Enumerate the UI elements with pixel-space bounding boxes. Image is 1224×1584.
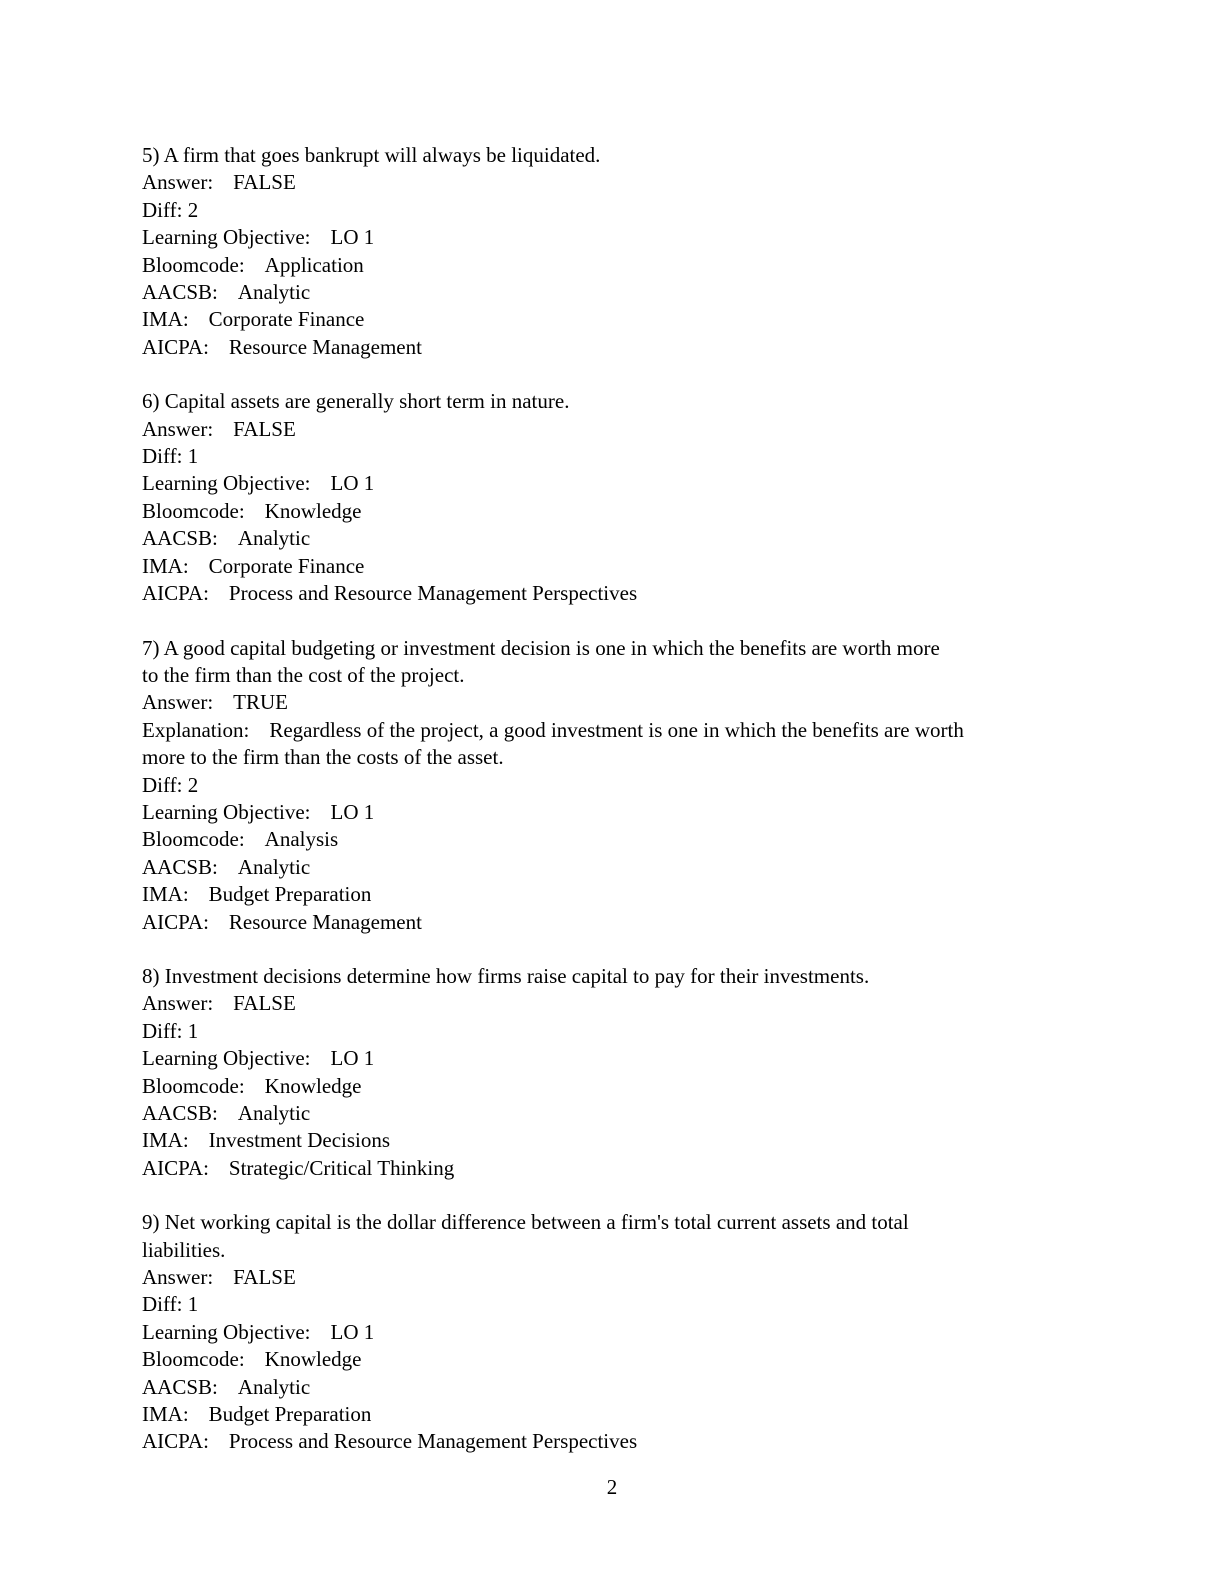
- bloomcode-line: Bloomcode: Knowledge: [142, 1347, 362, 1372]
- aacsb-line: AACSB: Analytic: [142, 280, 311, 305]
- question-number: 7): [142, 635, 160, 660]
- bloomcode-line: Bloomcode: Analysis: [142, 827, 339, 852]
- question-text: 6) Capital assets are generally short term in nature.: [142, 389, 570, 414]
- aicpa-line: AICPA: Resource Management: [142, 334, 422, 359]
- ima-line: IMA: Budget Preparation: [142, 1402, 372, 1427]
- page-content: [142, 142, 1082, 1483]
- diff-line: Diff: 1: [142, 1292, 199, 1317]
- aacsb-line: AACSB: Analytic: [142, 1101, 311, 1125]
- question-9: [142, 1209, 1082, 1456]
- question-text-continuation: liabilities.: [142, 1237, 226, 1262]
- answer-line: Answer: FALSE: [142, 991, 296, 1016]
- diff-line: Diff: 2: [142, 772, 199, 797]
- learning-objective-line: Learning Objective: LO 1: [142, 1046, 375, 1071]
- page-number: 2: [606, 1475, 618, 1499]
- diff-line: Diff: 1: [142, 1018, 199, 1043]
- question-number: 6): [142, 389, 160, 414]
- aicpa-line: AICPA: Strategic/Critical Thinking: [142, 1155, 455, 1180]
- ima-line: IMA: Investment Decisions: [142, 1128, 391, 1153]
- ima-line: IMA: Corporate Finance: [142, 553, 365, 578]
- question-text-continuation: to the firm than the cost of the project.: [142, 662, 465, 687]
- question-5: [142, 142, 1082, 361]
- aicpa-line: AICPA: Process and Resource Management Perspectives: [142, 1429, 638, 1454]
- question-text: 8) Investment decisions determine how firms raise capital to pay for their investments.: [142, 963, 870, 988]
- answer-line: Answer: FALSE: [142, 170, 296, 195]
- aacsb-line: AACSB: Analytic: [142, 1374, 311, 1399]
- learning-objective-line: Learning Objective: LO 1: [142, 225, 375, 250]
- ima-line: IMA: Budget Preparation: [142, 882, 372, 907]
- question-text: 7) A good capital budgeting or investment decision is one in which the benefits are worth more: [142, 635, 940, 660]
- diff-line: Diff: 1: [142, 444, 199, 469]
- question-text: 9) Net working capital is the dollar difference between a firm's total current assets and total: [142, 1210, 909, 1235]
- bloomcode-line: Bloomcode: Knowledge: [142, 1073, 362, 1098]
- answer-line: Answer: FALSE: [142, 1265, 296, 1290]
- question-8: [142, 963, 1082, 1182]
- bloomcode-line: Bloomcode: Knowledge: [142, 498, 362, 523]
- answer-line: Answer: FALSE: [142, 416, 296, 441]
- answer-line: Answer: TRUE: [142, 690, 288, 715]
- question-7: [142, 635, 1082, 936]
- question-number: 8): [142, 963, 160, 988]
- aacsb-line: AACSB: Analytic: [142, 854, 311, 879]
- aicpa-line: AICPA: Process and Resource Management Perspectives: [142, 581, 638, 606]
- explanation-line: Explanation: Regardless of the project, a good investment is one in which the benefits are worth: [142, 717, 964, 742]
- learning-objective-line: Learning Objective: LO 1: [142, 1319, 375, 1344]
- learning-objective-line: Learning Objective: LO 1: [142, 471, 375, 496]
- aacsb-line: AACSB: Analytic: [142, 526, 311, 551]
- aicpa-line: AICPA: Resource Management: [142, 909, 422, 934]
- question-text: 5) A firm that goes bankrupt will always be liquidated.: [142, 143, 601, 167]
- question-number: 5): [142, 143, 160, 167]
- bloomcode-line: Bloomcode: Application: [142, 252, 364, 277]
- diff-line: Diff: 2: [142, 197, 199, 222]
- question-6: [142, 388, 1082, 607]
- learning-objective-line: Learning Objective: LO 1: [142, 799, 375, 824]
- ima-line: IMA: Corporate Finance: [142, 307, 365, 332]
- question-number: 9): [142, 1210, 160, 1235]
- explanation-continuation: more to the firm than the costs of the asset.: [142, 745, 504, 770]
